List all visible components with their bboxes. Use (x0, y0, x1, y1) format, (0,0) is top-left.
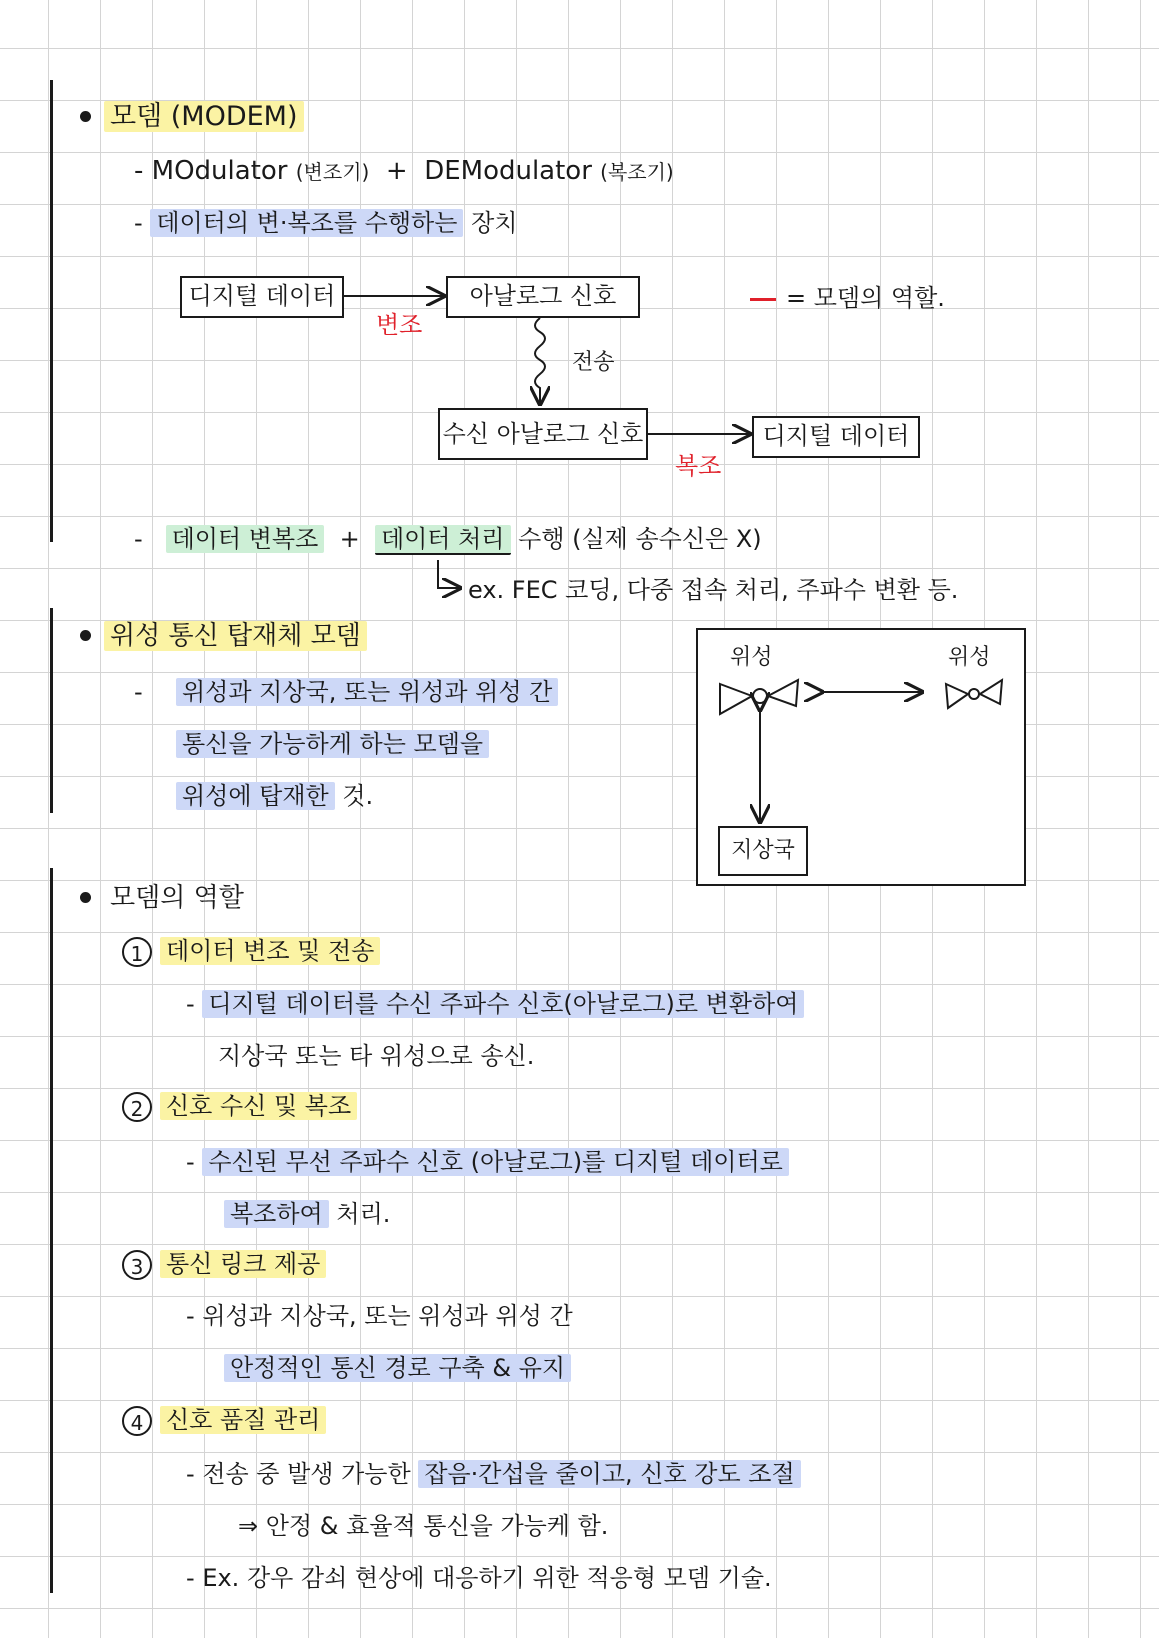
satellite-right-label: 위성 (948, 645, 991, 670)
demodulator-text: DEModulator (424, 156, 592, 186)
section2-line-3-hl: 위성에 탑재한 (176, 782, 335, 810)
section2-title-text: 위성 통신 탑재체 모뎀 (104, 621, 367, 651)
section2-line-3-rest: 것. (342, 782, 374, 810)
role-item-3-line-2 (224, 1352, 571, 1384)
role-item-2-line-2 (224, 1198, 390, 1230)
plus-sign: + (339, 525, 360, 553)
ground-station-label: 지상국 (731, 838, 795, 863)
role-item-4-line-1-hl: 잡음·간섭을 줄이고, 신호 강도 조절 (418, 1460, 800, 1488)
modulator-korean: (변조기) (295, 160, 370, 184)
analog-signal-label: 아날로그 신호 (469, 282, 617, 310)
role-item-2-line-1-hl: 수신된 무선 주파수 신호 (아날로그)를 디지털 데이터로 (202, 1148, 789, 1176)
role-item-4-line-2 (238, 1510, 608, 1542)
data-processing-highlight: 데이터 처리 (375, 525, 511, 555)
role-item-4-line-3: - Ex. 강우 감쇠 현상에 대응하기 위한 적응형 모뎀 기술. (186, 1564, 772, 1592)
section2-line-1-hl: 위성과 지상국, 또는 위성과 위성 간 (176, 678, 558, 706)
role-item-2-line-2-rest: 처리. (336, 1200, 391, 1228)
plus-sign: + (385, 156, 408, 186)
transmission-label: 전송 (572, 350, 615, 375)
role-item-4-line-3-text: Ex. 강우 감쇠 현상에 대응하기 위한 적응형 모뎀 기술. (202, 1564, 772, 1592)
modulation-label: 변조 (376, 311, 423, 339)
legend-text: = 모뎀의 역할. (786, 284, 945, 312)
role-item-2-title (122, 1090, 357, 1122)
role-item-3-title (122, 1248, 326, 1280)
dash: - (134, 156, 144, 186)
demodulator-korean: (복조기) (600, 160, 674, 184)
role-item-4-line-1: - 전송 중 발생 가능한 잡음·간섭을 줄이고, 신호 강도 조절 (186, 1458, 801, 1490)
role-item-4-line-2-text: ⇒ 안정 & 효율적 통신을 가능케 함. (238, 1512, 609, 1540)
role-item-3-title-text: 통신 링크 제공 (160, 1250, 326, 1278)
number-1-badge: 1 (122, 937, 152, 967)
role-item-2-line-2-hl: 복조하여 (224, 1200, 329, 1228)
role-item-1-line-2 (218, 1040, 534, 1072)
role-item-1-title-text: 데이터 변조 및 전송 (160, 937, 380, 965)
modem-device-rest: 장치 (471, 209, 518, 237)
section2-line-2-hl: 통신을 가능하게 하는 모뎀을 (176, 730, 489, 758)
satellite-left-icon (720, 680, 798, 714)
role-item-1-title (122, 935, 380, 967)
number-4-badge: 4 (122, 1406, 152, 1436)
modem-modulation-highlight: 데이터 변복조 (166, 525, 325, 553)
demodulation-label: 복조 (675, 452, 722, 480)
role-item-4-title-text: 신호 품질 관리 (160, 1406, 326, 1434)
section2-dash: - (134, 678, 143, 706)
satellite-right-icon (946, 680, 1002, 708)
received-analog-label: 수신 아날로그 신호 (442, 420, 644, 448)
digital-data-label-2: 디지털 데이터 (762, 422, 910, 450)
role-item-2-line-1: - 수신된 무선 주파수 신호 (아날로그)를 디지털 데이터로 (186, 1146, 789, 1178)
role-item-3-line-1: - 위성과 지상국, 또는 위성과 위성 간 (186, 1302, 573, 1330)
section3-bullet (80, 892, 91, 903)
modem-device-highlight: 데이터의 변·복조를 수행하는 (150, 209, 463, 237)
satellite-left-label: 위성 (730, 645, 773, 670)
section3-title: 모뎀의 역할 (110, 883, 244, 913)
role-item-3-line-1-text: 위성과 지상국, 또는 위성과 위성 간 (202, 1302, 573, 1330)
role-item-4-title (122, 1404, 326, 1436)
number-2-badge: 2 (122, 1092, 152, 1122)
dash: - (134, 525, 143, 553)
role-item-4-line-1-pre: 전송 중 발생 가능한 (202, 1460, 411, 1488)
role-item-2-title-text: 신호 수신 및 복조 (160, 1092, 357, 1120)
section1-title-text: 모뎀 (MODEM) (104, 101, 304, 132)
digital-data-label: 디지털 데이터 (188, 282, 336, 310)
role-item-1-line-1: - 디지털 데이터를 수신 주파수 신호(아날로그)로 변환하여 (186, 988, 804, 1020)
modulator-text: MOdulator (151, 156, 288, 186)
number-3-badge: 3 (122, 1250, 152, 1280)
role-item-1-line-2-text: 지상국 또는 타 위성으로 송신. (218, 1042, 535, 1070)
modem-function-rest: 수행 (실제 송수신은 X) (518, 525, 762, 553)
example-line: ex. FEC 코딩, 다중 접속 처리, 주파수 변환 등. (468, 576, 959, 604)
dash: - (134, 209, 143, 237)
role-item-1-line-1-hl: 디지털 데이터를 수신 주파수 신호(아날로그)로 변환하여 (202, 990, 804, 1018)
role-item-3-line-2-hl: 안정적인 통신 경로 구축 & 유지 (224, 1354, 571, 1382)
